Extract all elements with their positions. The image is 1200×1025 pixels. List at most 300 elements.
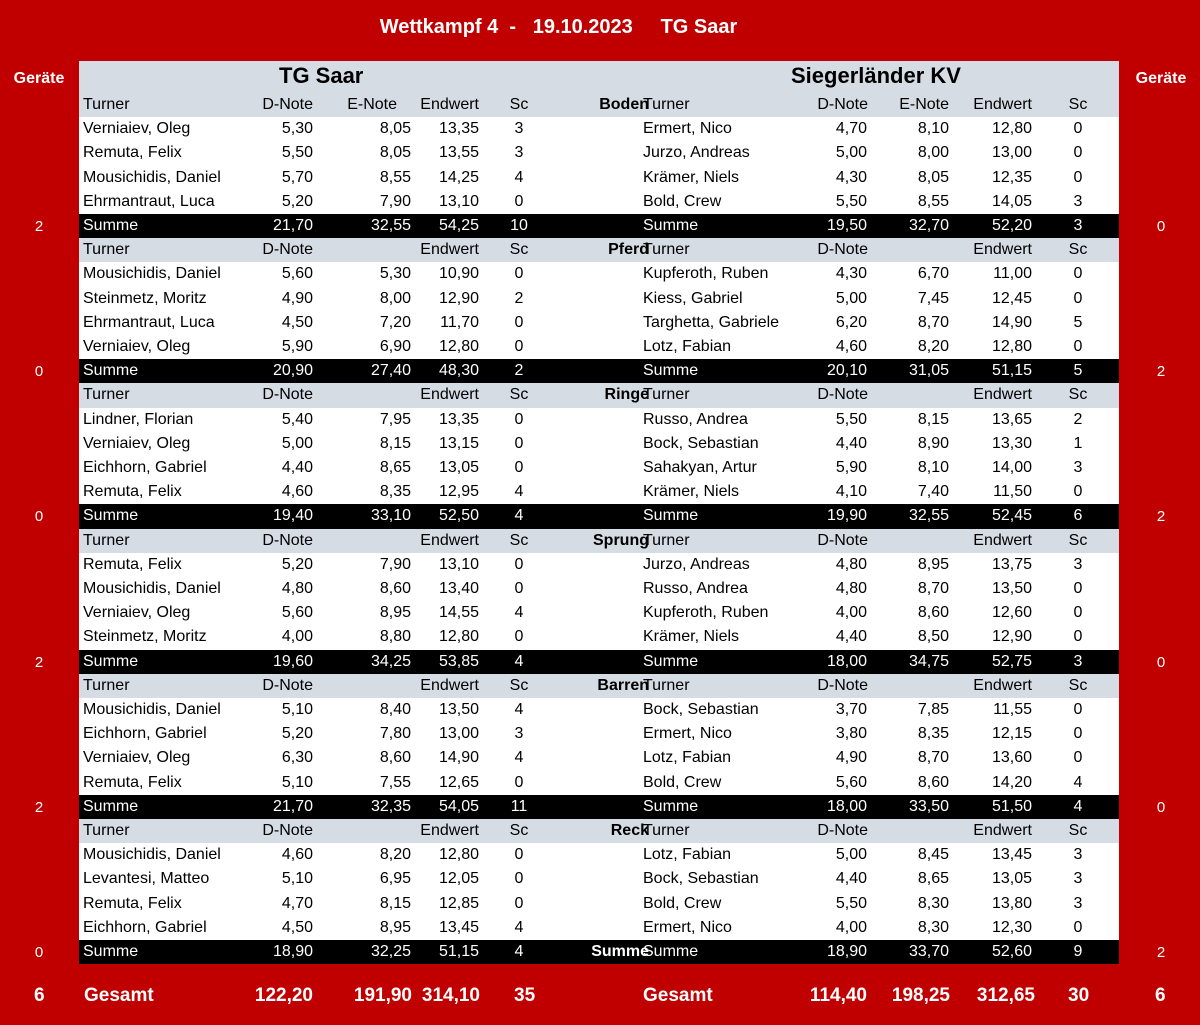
e-score: 8,60 (917, 773, 949, 791)
sum-label: Summe (83, 507, 139, 525)
e-score: 8,05 (917, 168, 949, 186)
e-score: 8,20 (379, 846, 411, 864)
d-score: 4,80 (281, 580, 313, 597)
e-score: 8,05 (379, 120, 411, 138)
e-score: 8,60 (379, 749, 411, 767)
e-score: 8,00 (379, 289, 411, 307)
athlete-name: Jurzo, Andreas (643, 144, 750, 162)
table-row (79, 262, 1119, 286)
scorer-points: 0 (1073, 580, 1083, 597)
col-header-d: D-Note (262, 96, 313, 113)
scorer-points: 0 (514, 410, 524, 428)
athlete-name: Lotz, Fabian (643, 846, 732, 864)
sum-sc: 2 (514, 362, 524, 380)
sum-label: Summe (83, 652, 139, 670)
scorer-points: 0 (514, 265, 524, 283)
sum-d: 19,60 (272, 652, 313, 670)
e-score: 8,95 (379, 918, 411, 936)
e-score: 6,90 (379, 338, 411, 355)
scorer-points: 3 (1073, 555, 1083, 573)
final-score: 12,45 (991, 289, 1032, 307)
d-score: 4,30 (835, 168, 867, 186)
table-row (79, 287, 1119, 311)
sum-d: 19,50 (826, 217, 867, 234)
d-score: 4,50 (281, 918, 313, 936)
sum-row (79, 214, 1119, 238)
col-header-d: D-Note (262, 676, 313, 694)
apparatus-name: Ringe (604, 386, 649, 404)
final-score: 13,35 (438, 120, 479, 138)
final-score: 13,75 (991, 555, 1032, 573)
total-d-right: 114,40 (809, 985, 867, 1006)
e-score: 7,90 (379, 555, 411, 573)
table-row (79, 916, 1119, 940)
col-header-sc: Sc (1068, 386, 1088, 404)
sum-d: 19,90 (826, 507, 867, 525)
sum-sc: 3 (1073, 217, 1083, 234)
athlete-name: Lotz, Fabian (643, 749, 732, 767)
col-header-d: D-Note (262, 241, 313, 259)
e-score: 8,60 (379, 580, 411, 597)
final-score: 13,45 (438, 918, 479, 936)
table-row (79, 190, 1119, 214)
athlete-name: Bold, Crew (643, 894, 722, 912)
col-header-sc: Sc (509, 241, 529, 259)
d-score: 5,60 (281, 265, 313, 283)
geraete-points-right: 2 (1156, 508, 1166, 526)
col-header-e: E-Note (347, 96, 397, 113)
col-header-d: D-Note (262, 531, 313, 549)
apparatus-name: Boden (599, 96, 649, 113)
final-score: 12,95 (438, 483, 479, 501)
col-header-end: Endwert (973, 386, 1032, 404)
e-score: 6,95 (379, 870, 411, 888)
athlete-name: Eichhorn, Gabriel (83, 725, 207, 743)
athlete-name: Remuta, Felix (83, 555, 182, 573)
final-score: 12,90 (438, 289, 479, 307)
e-score: 5,30 (379, 265, 411, 283)
sum-e: 32,70 (908, 217, 949, 234)
sum-sc: 5 (1073, 362, 1083, 380)
sum-d: 20,10 (826, 362, 867, 380)
athlete-name: Ehrmantraut, Luca (83, 313, 215, 331)
athlete-name: Verniaiev, Oleg (83, 338, 191, 355)
d-score: 5,50 (835, 410, 867, 428)
scorer-points: 0 (1073, 749, 1083, 767)
e-score: 7,40 (917, 483, 949, 501)
total-sc-left: 35 (514, 985, 536, 1006)
table-row (79, 843, 1119, 867)
scorer-points: 4 (514, 749, 524, 767)
final-score: 13,60 (991, 749, 1032, 767)
scorer-points: 0 (514, 434, 524, 452)
col-header-end: Endwert (420, 531, 479, 549)
col-header-end: Endwert (420, 822, 479, 839)
sum-end: 52,60 (991, 943, 1032, 960)
scorer-points: 0 (1073, 918, 1083, 936)
final-score: 13,50 (991, 580, 1032, 597)
apparatus-header-row (79, 238, 1119, 262)
total-label-left: Gesamt (84, 985, 154, 1006)
col-header-d: D-Note (817, 96, 868, 113)
athlete-name: Sahakyan, Artur (643, 459, 757, 476)
scorer-points: 0 (514, 338, 524, 355)
athlete-name: Verniaiev, Oleg (83, 604, 191, 622)
total-geraete-left: 6 (34, 985, 45, 1006)
scorer-points: 2 (1073, 410, 1083, 428)
geraete-header-right: Geräte (1135, 70, 1187, 87)
final-score: 11,50 (993, 483, 1032, 501)
sum-sc: 6 (1073, 507, 1083, 525)
total-e-right: 198,25 (891, 985, 950, 1006)
final-score: 13,80 (991, 894, 1032, 912)
scorer-points: 0 (1073, 483, 1083, 501)
d-score: 5,50 (835, 894, 867, 912)
e-score: 8,10 (917, 459, 949, 476)
final-score: 12,90 (991, 628, 1032, 646)
e-score: 8,35 (917, 725, 949, 743)
sum-end: 52,20 (991, 217, 1032, 234)
final-score: 11,70 (440, 313, 479, 331)
e-score: 8,05 (379, 144, 411, 162)
e-score: 8,95 (917, 555, 949, 573)
scorer-points: 4 (514, 918, 524, 936)
sum-end: 54,05 (438, 797, 479, 815)
final-score: 13,05 (438, 459, 479, 476)
e-score: 8,10 (917, 120, 949, 138)
scorer-points: 0 (1073, 120, 1083, 138)
athlete-name: Steinmetz, Moritz (83, 628, 207, 646)
d-score: 5,90 (835, 459, 867, 476)
final-score: 13,10 (438, 192, 479, 210)
e-score: 8,30 (917, 894, 949, 912)
e-score: 8,45 (917, 846, 949, 864)
scorer-points: 0 (514, 628, 524, 646)
scorer-points: 0 (1073, 338, 1083, 355)
d-score: 4,00 (281, 628, 313, 646)
e-score: 8,15 (379, 434, 411, 452)
sum-label: Summe (83, 943, 139, 960)
col-header-d: D-Note (817, 676, 868, 694)
scorer-points: 4 (514, 604, 524, 622)
sum-sc: 10 (510, 217, 528, 234)
athlete-name: Remuta, Felix (83, 773, 182, 791)
final-score: 11,00 (993, 265, 1032, 283)
col-header-name: Turner (643, 676, 690, 694)
apparatus-header-row (79, 383, 1119, 407)
sum-end: 54,25 (438, 217, 479, 234)
scorer-points: 3 (514, 725, 524, 743)
col-header-sc: Sc (509, 822, 529, 839)
e-score: 8,30 (917, 918, 949, 936)
e-score: 8,35 (379, 483, 411, 501)
sum-sc: 3 (1073, 652, 1083, 670)
table-row (79, 625, 1119, 649)
final-score: 13,40 (438, 580, 479, 597)
d-score: 4,80 (835, 555, 867, 573)
athlete-name: Mousichidis, Daniel (83, 846, 221, 864)
final-score: 14,05 (991, 192, 1032, 210)
table-row (79, 117, 1119, 141)
scorer-points: 0 (1073, 725, 1083, 743)
athlete-name: Ermert, Nico (643, 918, 732, 936)
table-row (79, 867, 1119, 891)
e-score: 7,95 (379, 410, 411, 428)
col-header-e: E-Note (899, 96, 949, 113)
sum-e: 32,55 (908, 507, 949, 525)
table-row (79, 601, 1119, 625)
geraete-points-left: 0 (34, 363, 44, 381)
table-row (79, 408, 1119, 432)
apparatus-header-row (79, 819, 1119, 843)
final-score: 13,50 (438, 701, 479, 718)
table-row (79, 432, 1119, 456)
total-d-left: 122,20 (254, 985, 313, 1006)
col-header-name: Turner (83, 386, 130, 404)
col-header-sc: Sc (509, 386, 529, 404)
col-header-name: Turner (83, 241, 130, 259)
final-score: 12,80 (438, 338, 479, 355)
total-geraete-right: 6 (1155, 985, 1166, 1006)
final-score: 12,80 (991, 120, 1032, 138)
athlete-name: Bock, Sebastian (643, 701, 759, 718)
sum-apparatus-label: Summe (591, 943, 649, 960)
scorer-points: 4 (1073, 773, 1083, 791)
sum-label: Summe (643, 362, 699, 380)
col-header-name: Turner (83, 96, 130, 113)
scorer-points: 3 (1073, 870, 1083, 888)
table-row (79, 166, 1119, 190)
final-score: 12,80 (438, 628, 479, 646)
final-score: 10,90 (438, 265, 479, 283)
e-score: 8,60 (917, 604, 949, 622)
d-score: 5,10 (281, 773, 313, 791)
athlete-name: Krämer, Niels (643, 168, 740, 186)
scorer-points: 3 (1073, 192, 1083, 210)
col-header-end: Endwert (420, 96, 479, 113)
table-row (79, 480, 1119, 504)
table-row (79, 577, 1119, 601)
d-score: 4,10 (835, 483, 867, 501)
d-score: 4,60 (281, 483, 313, 501)
col-header-sc: Sc (509, 676, 529, 694)
athlete-name: Russo, Andrea (643, 410, 748, 428)
table-row (79, 746, 1119, 770)
team-name-left: TG Saar (279, 63, 364, 88)
final-score: 13,45 (991, 846, 1032, 864)
col-header-d: D-Note (262, 386, 313, 404)
sum-label: Summe (643, 943, 699, 960)
athlete-name: Bock, Sebastian (643, 870, 759, 888)
sum-d: 21,70 (272, 797, 313, 815)
scorer-points: 0 (514, 894, 524, 912)
final-score: 12,30 (991, 918, 1032, 936)
col-header-d: D-Note (262, 822, 313, 839)
col-header-sc: Sc (509, 96, 529, 113)
e-score: 6,70 (917, 265, 949, 283)
sum-label: Summe (83, 797, 139, 815)
sum-row (79, 795, 1119, 819)
e-score: 8,65 (917, 870, 949, 888)
table-row (79, 456, 1119, 480)
d-score: 4,60 (835, 338, 867, 355)
e-score: 8,70 (917, 580, 949, 597)
col-header-name: Turner (643, 96, 690, 113)
athlete-name: Kupferoth, Ruben (643, 265, 769, 283)
total-label-right: Gesamt (643, 985, 713, 1006)
apparatus-header-row (79, 93, 1119, 117)
total-end-left: 314,10 (421, 985, 480, 1006)
e-score: 8,90 (917, 434, 949, 452)
athlete-name: Remuta, Felix (83, 144, 182, 162)
sum-end: 53,85 (438, 652, 479, 670)
sum-d: 18,90 (272, 943, 313, 960)
final-score: 12,60 (991, 604, 1032, 622)
athlete-name: Russo, Andrea (643, 580, 748, 597)
team-names-row (79, 61, 1119, 93)
final-score: 14,90 (991, 313, 1032, 331)
athlete-name: Bold, Crew (643, 192, 722, 210)
scorer-points: 0 (514, 870, 524, 888)
sum-e: 33,10 (370, 507, 411, 525)
apparatus-name: Barren (597, 676, 649, 694)
col-header-end: Endwert (973, 822, 1032, 839)
final-score: 12,15 (991, 725, 1032, 743)
d-score: 4,40 (281, 459, 313, 476)
page-title: Wettkampf 4 - 19.10.2023 TG Saar (379, 16, 738, 38)
table-row (79, 892, 1119, 916)
athlete-name: Eichhorn, Gabriel (83, 459, 207, 476)
d-score: 5,70 (281, 168, 313, 186)
sum-sc: 11 (510, 797, 528, 815)
d-score: 4,40 (835, 434, 867, 452)
e-score: 7,90 (379, 192, 411, 210)
sum-d: 18,00 (826, 652, 867, 670)
col-header-d: D-Note (817, 241, 868, 259)
sum-e: 32,25 (370, 943, 411, 960)
d-score: 5,50 (281, 144, 313, 162)
athlete-name: Mousichidis, Daniel (83, 168, 221, 186)
athlete-name: Steinmetz, Moritz (83, 289, 207, 307)
geraete-points-right: 2 (1156, 363, 1166, 381)
sum-label: Summe (643, 217, 699, 234)
apparatus-name: Sprung (593, 531, 649, 549)
final-score: 12,65 (438, 773, 479, 791)
geraete-points-right: 2 (1156, 944, 1166, 961)
final-score: 13,65 (991, 410, 1032, 428)
scorer-points: 0 (514, 459, 524, 476)
results-table (79, 61, 1119, 964)
scorer-points: 1 (1073, 434, 1083, 452)
col-header-name: Turner (643, 531, 690, 549)
d-score: 5,60 (281, 604, 313, 622)
sum-end: 51,50 (991, 797, 1032, 815)
col-header-sc: Sc (1068, 676, 1088, 694)
col-header-name: Turner (83, 531, 130, 549)
sum-label: Summe (83, 217, 139, 234)
e-score: 8,15 (379, 894, 411, 912)
final-score: 14,25 (438, 168, 479, 186)
col-header-name: Turner (643, 822, 690, 839)
table-row (79, 553, 1119, 577)
final-score: 13,00 (438, 725, 479, 743)
sum-d: 19,40 (272, 507, 313, 525)
final-score: 12,80 (438, 846, 479, 864)
sum-end: 51,15 (438, 943, 479, 960)
sum-d: 18,90 (826, 943, 867, 960)
col-header-sc: Sc (1068, 96, 1088, 113)
scorer-points: 0 (1073, 265, 1083, 283)
col-header-sc: Sc (1068, 822, 1088, 839)
sum-e: 27,40 (370, 362, 411, 380)
athlete-name: Kupferoth, Ruben (643, 604, 769, 622)
d-score: 4,90 (835, 749, 867, 767)
scorer-points: 3 (514, 144, 524, 162)
sum-sc: 9 (1073, 943, 1083, 960)
d-score: 4,40 (835, 870, 867, 888)
sum-end: 52,45 (991, 507, 1032, 525)
col-header-sc: Sc (1068, 241, 1088, 259)
scorer-points: 0 (1073, 168, 1083, 186)
scorer-points: 0 (514, 580, 524, 597)
scorer-points: 0 (1073, 289, 1083, 307)
athlete-name: Remuta, Felix (83, 894, 182, 912)
e-score: 8,70 (917, 313, 949, 331)
total-sc-right: 30 (1068, 985, 1090, 1006)
d-score: 5,10 (281, 870, 313, 888)
table-row (79, 771, 1119, 795)
d-score: 5,60 (835, 773, 867, 791)
final-score: 14,20 (991, 773, 1032, 791)
final-score: 14,55 (438, 604, 479, 622)
scorer-points: 0 (514, 773, 524, 791)
apparatus-header-row (79, 529, 1119, 553)
geraete-points-left: 2 (34, 653, 44, 671)
d-score: 4,00 (835, 918, 867, 936)
final-score: 13,05 (991, 870, 1032, 888)
sum-label: Summe (643, 652, 699, 670)
scorer-points: 4 (514, 483, 524, 501)
scorer-points: 4 (514, 701, 524, 718)
geraete-points-left: 0 (34, 508, 44, 526)
final-score: 13,10 (438, 555, 479, 573)
sum-end: 52,50 (438, 507, 479, 525)
e-score: 8,55 (379, 168, 411, 186)
athlete-name: Jurzo, Andreas (643, 555, 750, 573)
athlete-name: Lindner, Florian (83, 410, 194, 428)
d-score: 4,60 (281, 846, 313, 864)
sum-sc: 4 (1073, 797, 1083, 815)
e-score: 8,15 (917, 410, 949, 428)
total-end-right: 312,65 (976, 985, 1035, 1006)
col-header-sc: Sc (509, 531, 529, 549)
col-header-end: Endwert (420, 386, 479, 404)
scorer-points: 0 (1073, 604, 1083, 622)
col-header-name: Turner (643, 241, 690, 259)
sum-label: Summe (643, 507, 699, 525)
apparatus-name: Pferd (608, 241, 649, 259)
scorer-points: 2 (514, 289, 524, 307)
geraete-points-left: 2 (34, 798, 44, 816)
sum-sc: 4 (514, 943, 524, 960)
athlete-name: Ermert, Nico (643, 120, 732, 138)
d-score: 5,20 (281, 725, 313, 743)
scorer-points: 0 (514, 313, 524, 331)
athlete-name: Targhetta, Gabriele (643, 313, 780, 331)
sum-d: 21,70 (272, 217, 313, 234)
final-score: 13,00 (991, 144, 1032, 162)
col-header-name: Turner (83, 822, 130, 839)
